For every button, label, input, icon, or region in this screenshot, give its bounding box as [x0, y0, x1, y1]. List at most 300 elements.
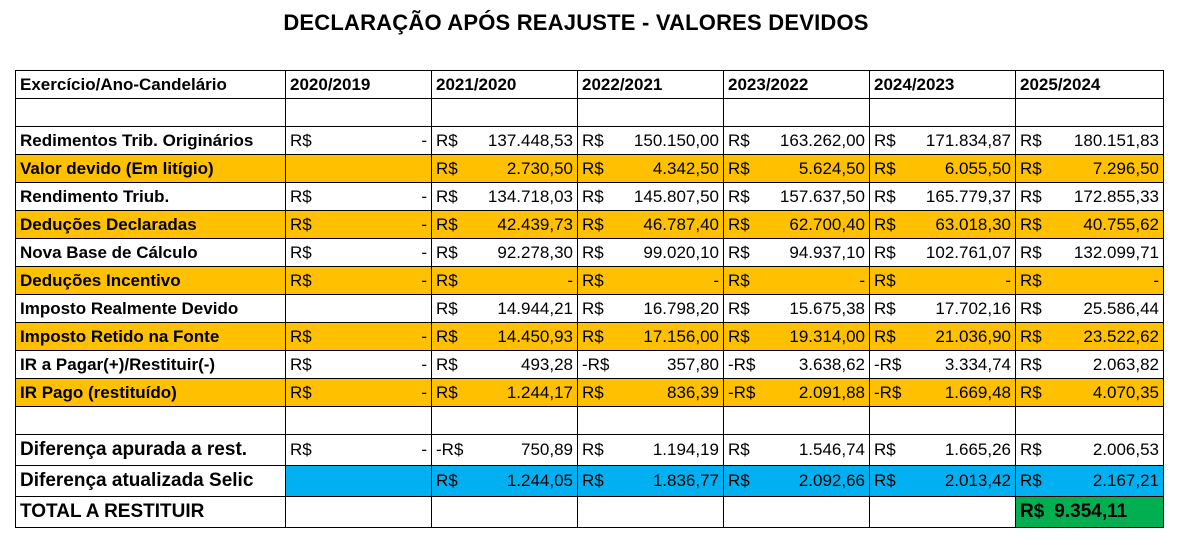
- amount: 40.755,62: [1083, 214, 1159, 234]
- currency-symbol: R$: [436, 326, 458, 346]
- amount: 493,28: [521, 354, 573, 374]
- value-cell[interactable]: [870, 127, 1016, 155]
- currency-value: [582, 440, 719, 460]
- value-cell[interactable]: [724, 466, 870, 497]
- value-cell[interactable]: [578, 323, 724, 351]
- value-cell[interactable]: [432, 435, 578, 466]
- currency-symbol: R$: [582, 186, 604, 206]
- empty-cell[interactable]: [286, 99, 432, 127]
- value-cell[interactable]: [724, 323, 870, 351]
- amount: 2.006,53: [1092, 440, 1159, 459]
- header-label[interactable]: Exercício/Ano-Candelário: [16, 71, 286, 99]
- currency-value: [1020, 215, 1159, 235]
- amount: 5.624,50: [798, 158, 865, 178]
- value-cell[interactable]: [286, 323, 432, 351]
- value-cell[interactable]: [578, 435, 724, 466]
- currency-symbol: R$: [436, 298, 458, 318]
- row-label[interactable]: Diferença apurada a rest.: [16, 435, 286, 466]
- amount: 357,80: [667, 354, 719, 374]
- amount: 6.055,50: [944, 158, 1011, 178]
- currency-symbol: R$: [582, 158, 604, 178]
- value-cell[interactable]: [432, 239, 578, 267]
- currency-value: [1020, 187, 1159, 207]
- currency-value: [1020, 131, 1159, 151]
- amount: 92.278,30: [497, 242, 573, 262]
- value-cell[interactable]: [724, 435, 870, 466]
- amount: 137.448,53: [487, 130, 573, 150]
- value-cell[interactable]: [578, 211, 724, 239]
- amount: 171.834,87: [925, 130, 1011, 150]
- currency-value: [290, 327, 427, 347]
- amount: 14.450,93: [497, 326, 573, 346]
- table-row: [16, 295, 1164, 323]
- currency-value: [436, 471, 573, 491]
- currency-value: [1020, 243, 1159, 263]
- currency-value: [290, 271, 427, 291]
- currency-symbol: R$: [874, 298, 896, 318]
- currency-symbol: R$: [582, 242, 604, 262]
- currency-value: [582, 383, 719, 403]
- value-cell[interactable]: [724, 183, 870, 211]
- currency-symbol: R$: [290, 130, 312, 150]
- amount: 2.063,82: [1092, 354, 1159, 374]
- value-cell[interactable]: [724, 267, 870, 295]
- empty-cell[interactable]: [432, 407, 578, 435]
- value-cell[interactable]: [870, 466, 1016, 497]
- value-cell[interactable]: [578, 183, 724, 211]
- value-cell[interactable]: [432, 211, 578, 239]
- value-cell[interactable]: [432, 295, 578, 323]
- value-cell[interactable]: [286, 127, 432, 155]
- currency-value: [728, 327, 865, 347]
- amount: 2.730,50: [506, 158, 573, 178]
- header-year[interactable]: 2025/2024: [1016, 71, 1164, 99]
- currency-symbol: R$: [728, 270, 750, 290]
- currency-symbol: R$: [1020, 270, 1042, 290]
- declaration-table: [15, 70, 1164, 528]
- row-label[interactable]: Deduções Incentivo: [16, 267, 286, 295]
- value-cell[interactable]: [286, 239, 432, 267]
- amount: 23.522,62: [1083, 326, 1159, 346]
- row-label[interactable]: Deduções Declaradas: [16, 211, 286, 239]
- table-row: [16, 267, 1164, 295]
- amount: 62.700,40: [789, 214, 865, 234]
- currency-value: [1020, 471, 1159, 491]
- currency-symbol: R$: [436, 382, 458, 402]
- currency-symbol: R$: [1020, 501, 1045, 522]
- value-cell[interactable]: [724, 155, 870, 183]
- amount: 1.665,26: [944, 440, 1011, 459]
- table-row: [16, 127, 1164, 155]
- total-amount: 9.354,11: [1054, 501, 1128, 522]
- header-year[interactable]: 2020/2019: [286, 71, 432, 99]
- table-row: [16, 155, 1164, 183]
- value-cell[interactable]: [1016, 466, 1164, 497]
- currency-value: [728, 159, 865, 179]
- currency-value: [874, 471, 1011, 491]
- currency-symbol: -R$: [728, 382, 756, 402]
- amount: 3.334,74: [944, 354, 1011, 374]
- currency-value: [874, 355, 1011, 375]
- currency-value: [290, 215, 427, 235]
- value-cell[interactable]: [286, 155, 432, 183]
- value-cell[interactable]: [724, 295, 870, 323]
- currency-value: [436, 355, 573, 375]
- amount: 150.150,00: [633, 130, 719, 150]
- row-label[interactable]: Diferença atualizada Selic: [16, 466, 286, 497]
- value-cell[interactable]: [724, 351, 870, 379]
- currency-symbol: R$: [1020, 471, 1042, 490]
- amount: 180.151,83: [1073, 130, 1159, 150]
- currency-symbol: R$: [874, 186, 896, 206]
- currency-value: [436, 440, 573, 460]
- empty-cell[interactable]: [432, 497, 578, 528]
- currency-symbol: R$: [1020, 130, 1042, 150]
- currency-value: [728, 355, 865, 375]
- amount: 2.092,66: [798, 471, 865, 490]
- empty-cell[interactable]: [1016, 99, 1164, 127]
- currency-symbol: R$: [290, 326, 312, 346]
- amount: 172.855,33: [1073, 186, 1159, 206]
- table-row: [16, 323, 1164, 351]
- amount: 1.194,19: [652, 440, 719, 459]
- currency-symbol: R$: [582, 471, 604, 490]
- row-label[interactable]: Rendimento Triub.: [16, 183, 286, 211]
- currency-symbol: R$: [582, 214, 604, 234]
- currency-value: [874, 187, 1011, 207]
- amount: 157.637,50: [779, 186, 865, 206]
- row-label[interactable]: Redimentos Trib. Originários: [16, 127, 286, 155]
- empty-cell[interactable]: [1016, 407, 1164, 435]
- empty-cell[interactable]: [578, 407, 724, 435]
- value-cell[interactable]: [286, 379, 432, 407]
- value-cell[interactable]: [578, 466, 724, 497]
- currency-value: [582, 159, 719, 179]
- currency-value: [874, 131, 1011, 151]
- amount: 134.718,03: [487, 186, 573, 206]
- currency-symbol: R$: [582, 130, 604, 150]
- value-cell[interactable]: [432, 155, 578, 183]
- empty-cell[interactable]: [16, 407, 286, 435]
- value-cell[interactable]: [724, 211, 870, 239]
- amount: -: [421, 214, 427, 234]
- currency-symbol: -R$: [874, 354, 902, 374]
- currency-value: [728, 440, 865, 460]
- header-row: [16, 71, 1164, 99]
- amount: 2.167,21: [1092, 471, 1159, 490]
- table-row: [16, 351, 1164, 379]
- amount: 163.262,00: [779, 130, 865, 150]
- currency-value: [874, 440, 1011, 460]
- amount: 14.944,21: [497, 298, 573, 318]
- value-cell[interactable]: [870, 155, 1016, 183]
- currency-symbol: R$: [874, 440, 896, 459]
- value-cell[interactable]: [578, 351, 724, 379]
- value-cell[interactable]: [432, 379, 578, 407]
- currency-value: [728, 187, 865, 207]
- currency-symbol: R$: [290, 186, 312, 206]
- currency-symbol: R$: [874, 471, 896, 490]
- value-cell[interactable]: [286, 211, 432, 239]
- currency-value: [728, 243, 865, 263]
- amount: 132.099,71: [1073, 242, 1159, 262]
- currency-value: [290, 383, 427, 403]
- table-row: [16, 183, 1164, 211]
- value-cell[interactable]: [870, 351, 1016, 379]
- value-cell[interactable]: [724, 239, 870, 267]
- empty-cell[interactable]: [286, 407, 432, 435]
- header-year[interactable]: 2021/2020: [432, 71, 578, 99]
- amount: -: [421, 186, 427, 206]
- value-cell[interactable]: [286, 183, 432, 211]
- value-cell[interactable]: [1016, 239, 1164, 267]
- amount: 1.836,77: [652, 471, 719, 490]
- amount: -: [1153, 270, 1159, 290]
- currency-value: [874, 159, 1011, 179]
- value-cell[interactable]: [432, 267, 578, 295]
- value-cell[interactable]: [870, 267, 1016, 295]
- currency-value: [874, 243, 1011, 263]
- row-label[interactable]: Imposto Realmente Devido: [16, 295, 286, 323]
- currency-value: [436, 299, 573, 319]
- value-cell[interactable]: [1016, 379, 1164, 407]
- value-cell[interactable]: [1016, 435, 1164, 466]
- currency-value: [436, 215, 573, 235]
- value-cell[interactable]: [1016, 323, 1164, 351]
- currency-symbol: R$: [874, 158, 896, 178]
- currency-symbol: R$: [728, 186, 750, 206]
- amount: 1.244,05: [506, 471, 573, 490]
- currency-value: [1020, 159, 1159, 179]
- value-cell[interactable]: [286, 295, 432, 323]
- currency-value: [436, 271, 573, 291]
- currency-symbol: -R$: [728, 354, 756, 374]
- currency-symbol: R$: [1020, 186, 1042, 206]
- table-row: [16, 211, 1164, 239]
- value-cell[interactable]: [432, 351, 578, 379]
- amount: 63.018,30: [935, 214, 1011, 234]
- currency-value: [436, 187, 573, 207]
- empty-cell[interactable]: [724, 407, 870, 435]
- value-cell[interactable]: [724, 379, 870, 407]
- currency-symbol: R$: [728, 158, 750, 178]
- value-cell[interactable]: [1016, 155, 1164, 183]
- amount: 145.807,50: [633, 186, 719, 206]
- amount: 19.314,00: [789, 326, 865, 346]
- amount: 7.296,50: [1092, 158, 1159, 178]
- currency-symbol: R$: [1020, 326, 1042, 346]
- currency-value: [1020, 355, 1159, 375]
- amount: 102.761,07: [925, 242, 1011, 262]
- amount: 2.013,42: [944, 471, 1011, 490]
- currency-symbol: R$: [436, 130, 458, 150]
- value-cell[interactable]: [286, 351, 432, 379]
- amount: 165.779,37: [925, 186, 1011, 206]
- currency-value: [874, 215, 1011, 235]
- amount: -: [421, 242, 427, 262]
- value-cell[interactable]: [578, 379, 724, 407]
- currency-symbol: R$: [290, 270, 312, 290]
- currency-value: [1020, 383, 1159, 403]
- currency-value: [1020, 327, 1159, 347]
- currency-symbol: R$: [290, 214, 312, 234]
- amount: -: [859, 270, 865, 290]
- amount: -: [713, 270, 719, 290]
- currency-symbol: R$: [436, 270, 458, 290]
- currency-value: [582, 243, 719, 263]
- empty-cell[interactable]: [870, 99, 1016, 127]
- amount: 4.070,35: [1092, 382, 1159, 402]
- currency-symbol: R$: [1020, 158, 1042, 178]
- value-cell[interactable]: [1016, 183, 1164, 211]
- value-cell[interactable]: [432, 183, 578, 211]
- amount: -: [421, 354, 427, 374]
- amount: 99.020,10: [643, 242, 719, 262]
- currency-value: [1020, 501, 1159, 523]
- currency-symbol: R$: [290, 354, 312, 374]
- empty-cell[interactable]: [578, 497, 724, 528]
- currency-value: [436, 159, 573, 179]
- header-year[interactable]: 2024/2023: [870, 71, 1016, 99]
- amount: 3.638,62: [798, 354, 865, 374]
- empty-cell[interactable]: [432, 99, 578, 127]
- value-cell[interactable]: [1016, 295, 1164, 323]
- currency-symbol: R$: [728, 242, 750, 262]
- amount: 1.669,48: [944, 382, 1011, 402]
- value-cell[interactable]: [432, 127, 578, 155]
- currency-value: [728, 299, 865, 319]
- value-cell[interactable]: [870, 295, 1016, 323]
- value-cell[interactable]: [870, 211, 1016, 239]
- value-cell[interactable]: [724, 127, 870, 155]
- currency-symbol: R$: [436, 158, 458, 178]
- value-cell[interactable]: [1016, 127, 1164, 155]
- value-cell[interactable]: [578, 127, 724, 155]
- empty-cell[interactable]: [724, 99, 870, 127]
- currency-symbol: -R$: [582, 354, 610, 374]
- currency-value: [582, 187, 719, 207]
- total-row: [16, 497, 1164, 528]
- row-label[interactable]: IR a Pagar(+)/Restituir(-): [16, 351, 286, 379]
- value-cell[interactable]: [870, 183, 1016, 211]
- amount: -: [1005, 270, 1011, 290]
- value-cell[interactable]: [870, 323, 1016, 351]
- amount: -: [421, 382, 427, 402]
- amount: 46.787,40: [643, 214, 719, 234]
- value-cell[interactable]: [870, 435, 1016, 466]
- amount: 17.702,16: [935, 298, 1011, 318]
- blank-row: [16, 407, 1164, 435]
- total-value-cell[interactable]: [1016, 497, 1164, 528]
- currency-value: [582, 215, 719, 235]
- amount: 750,89: [521, 440, 573, 459]
- amount: 836,39: [667, 382, 719, 402]
- currency-value: [874, 271, 1011, 291]
- value-cell[interactable]: [1016, 211, 1164, 239]
- amount: 1.546,74: [798, 440, 865, 459]
- currency-symbol: R$: [1020, 298, 1042, 318]
- currency-symbol: R$: [290, 382, 312, 402]
- currency-value: [290, 243, 427, 263]
- currency-value: [874, 383, 1011, 403]
- value-cell[interactable]: [286, 435, 432, 466]
- header-year[interactable]: 2022/2021: [578, 71, 724, 99]
- amount: 42.439,73: [497, 214, 573, 234]
- currency-value: [436, 243, 573, 263]
- value-cell[interactable]: [1016, 267, 1164, 295]
- amount: 94.937,10: [789, 242, 865, 262]
- empty-cell[interactable]: [16, 99, 286, 127]
- value-cell[interactable]: [578, 155, 724, 183]
- empty-cell[interactable]: [870, 497, 1016, 528]
- currency-symbol: -R$: [436, 440, 464, 459]
- currency-value: [582, 299, 719, 319]
- empty-cell[interactable]: [286, 497, 432, 528]
- value-cell[interactable]: [870, 239, 1016, 267]
- empty-cell[interactable]: [870, 407, 1016, 435]
- header-year[interactable]: 2023/2022: [724, 71, 870, 99]
- currency-symbol: R$: [436, 242, 458, 262]
- amount: 4.342,50: [652, 158, 719, 178]
- currency-value: [728, 471, 865, 491]
- currency-symbol: R$: [582, 440, 604, 459]
- value-cell[interactable]: [432, 466, 578, 497]
- value-cell[interactable]: [432, 323, 578, 351]
- currency-symbol: R$: [582, 326, 604, 346]
- currency-value: [582, 471, 719, 491]
- currency-value: [290, 355, 427, 375]
- value-cell[interactable]: [578, 239, 724, 267]
- value-cell[interactable]: [578, 267, 724, 295]
- currency-value: [1020, 299, 1159, 319]
- value-cell[interactable]: [286, 267, 432, 295]
- currency-symbol: R$: [728, 214, 750, 234]
- empty-cell[interactable]: [724, 497, 870, 528]
- table-row: [16, 379, 1164, 407]
- currency-symbol: R$: [874, 242, 896, 262]
- currency-symbol: R$: [290, 242, 312, 262]
- empty-cell[interactable]: [578, 99, 724, 127]
- currency-value: [582, 327, 719, 347]
- value-cell[interactable]: [870, 379, 1016, 407]
- value-cell[interactable]: [286, 466, 432, 497]
- row-label[interactable]: IR Pago (restituído): [16, 379, 286, 407]
- table-row: [16, 239, 1164, 267]
- amount: -: [567, 270, 573, 290]
- currency-value: [436, 131, 573, 151]
- value-cell[interactable]: [1016, 351, 1164, 379]
- total-label[interactable]: TOTAL A RESTITUIR: [16, 497, 286, 528]
- currency-symbol: R$: [436, 354, 458, 374]
- currency-symbol: R$: [436, 471, 458, 490]
- currency-value: [874, 299, 1011, 319]
- row-label[interactable]: Imposto Retido na Fonte: [16, 323, 286, 351]
- value-cell[interactable]: [578, 295, 724, 323]
- amount: -: [421, 326, 427, 346]
- row-label[interactable]: Nova Base de Cálculo: [16, 239, 286, 267]
- row-label[interactable]: Valor devido (Em litígio): [16, 155, 286, 183]
- currency-symbol: R$: [728, 298, 750, 318]
- currency-value: [874, 327, 1011, 347]
- currency-symbol: R$: [1020, 382, 1042, 402]
- currency-value: [728, 215, 865, 235]
- currency-symbol: R$: [1020, 214, 1042, 234]
- amount: 15.675,38: [789, 298, 865, 318]
- amount: 21.036,90: [935, 326, 1011, 346]
- currency-symbol: R$: [1020, 440, 1042, 459]
- currency-symbol: R$: [290, 440, 312, 459]
- currency-value: [728, 383, 865, 403]
